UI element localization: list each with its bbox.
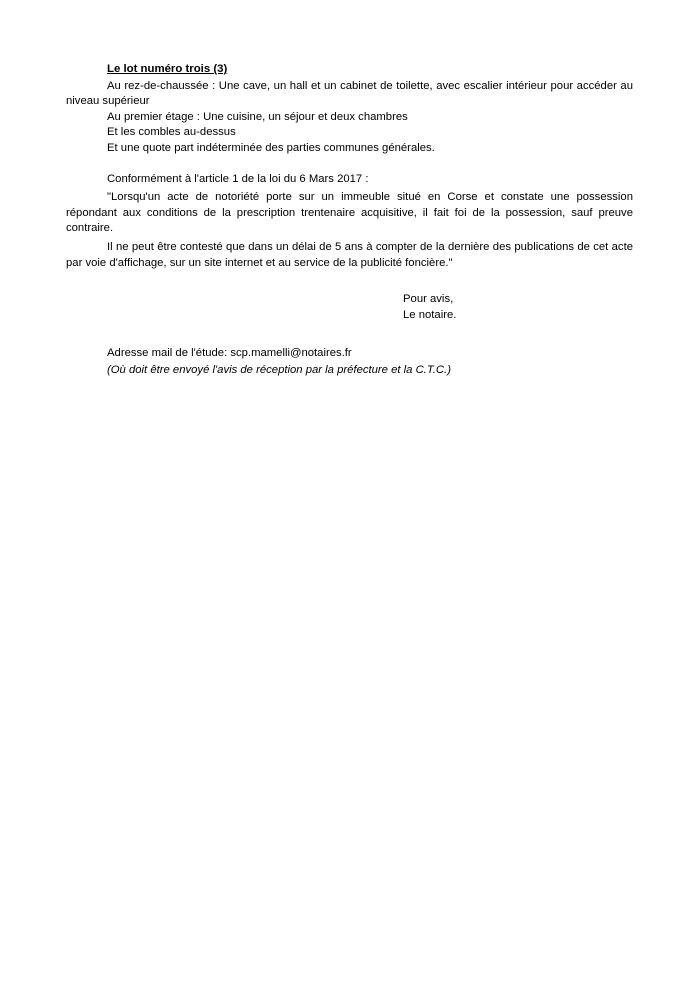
mail-address-line: Adresse mail de l'étude: scp.mamelli@notaires.fr	[107, 347, 352, 360]
contest-paragraph: Il ne peut être contesté que dans un délai de 5 ans à compter de la dernière des publications de cet acte par voie d'affichage, sur un site internet et au service de la publicité foncière."	[66, 240, 633, 269]
document-body	[66, 62, 633, 378]
lot-line-first-floor: Au premier étage : Une cuisine, un séjour et deux chambres	[107, 110, 408, 123]
lot-heading: Le lot numéro trois (3)	[107, 63, 228, 75]
mail-block	[107, 345, 633, 378]
lot-line-ground-floor: Au rez-de-chaussée : Une cave, un hall et un cabinet de toilette, avec escalier intérieur pour accéder au niveau supérieur	[66, 79, 633, 108]
quote-paragraph: "Lorsqu'un acte de notoriété porte sur un immeuble situé en Corse et constate une possession répondant aux conditions de la prescription trentenaire acquisitive, il fait foi de la possession, sauf preuve contraire.	[66, 191, 633, 235]
lot-line-attic: Et les combles au-dessus	[107, 126, 236, 139]
signature-line-2: Le notaire.	[403, 309, 457, 322]
signature-line-1: Pour avis,	[403, 293, 454, 306]
article-intro: Conformément à l'article 1 de la loi du 6 Mars 2017 :	[107, 172, 369, 185]
paragraph-spacer	[66, 157, 633, 172]
mail-note-line: (Où doit être envoyé l'avis de réception par la préfecture et la C.T.C.)	[107, 363, 451, 376]
lot-line-common-parts: Et une quote part indéterminée des parties communes générales.	[107, 142, 435, 155]
signature-block	[403, 291, 633, 323]
